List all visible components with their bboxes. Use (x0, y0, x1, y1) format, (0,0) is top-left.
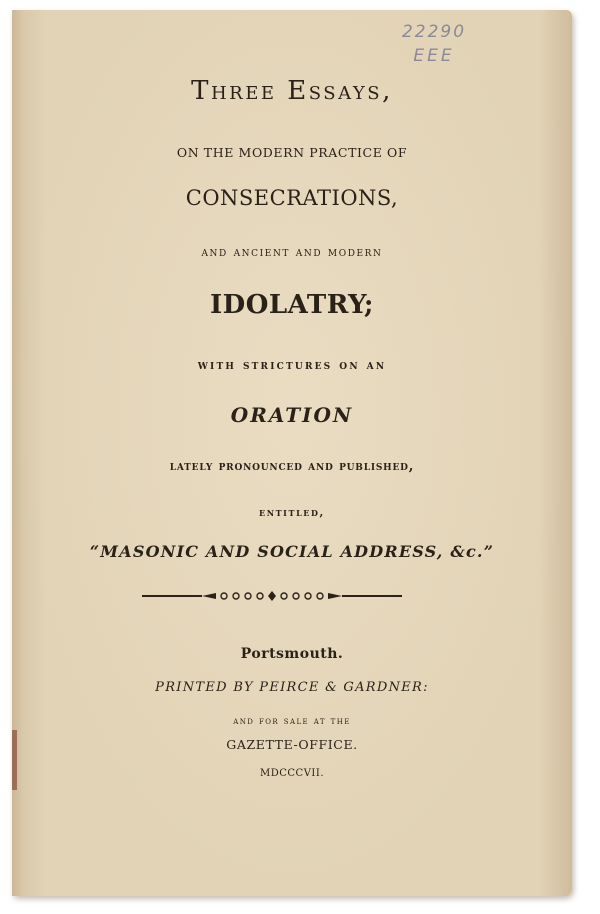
subtitle-line-2: and ancient and modern (201, 245, 383, 260)
quoted-title: “MASONIC AND SOCIAL ADDRESS, &c.” (89, 542, 495, 561)
subtitle-line-1: ON THE MODERN PRACTICE OF (176, 145, 408, 160)
subject-oration: ORATION (230, 403, 354, 427)
imprint-sale-line: and for sale at the (233, 715, 351, 727)
subtitle-line-4: lately pronounced and published, (169, 458, 415, 474)
title-page (12, 10, 572, 896)
subject-consecrations: CONSECRATIONS, (185, 186, 399, 210)
entitled-line: entitled, (259, 506, 325, 519)
book-title: Three Essays, (191, 76, 393, 106)
imprint-date: MDCCCVII. (259, 768, 324, 779)
printer-ornament-rule (142, 588, 402, 604)
imprint-office: GAZETTE-OFFICE. (226, 737, 358, 752)
imprint-printer: PRINTED BY PEIRCE & GARDNER: (155, 680, 429, 695)
pencil-letters: EEE (413, 46, 455, 66)
subject-idolatry: IDOLATRY; (210, 290, 374, 320)
pencil-annotation (384, 22, 484, 66)
imprint-place: Portsmouth. (240, 646, 344, 662)
pencil-number: 22290 (401, 22, 467, 42)
subtitle-line-3: with strictures on an (197, 357, 387, 373)
